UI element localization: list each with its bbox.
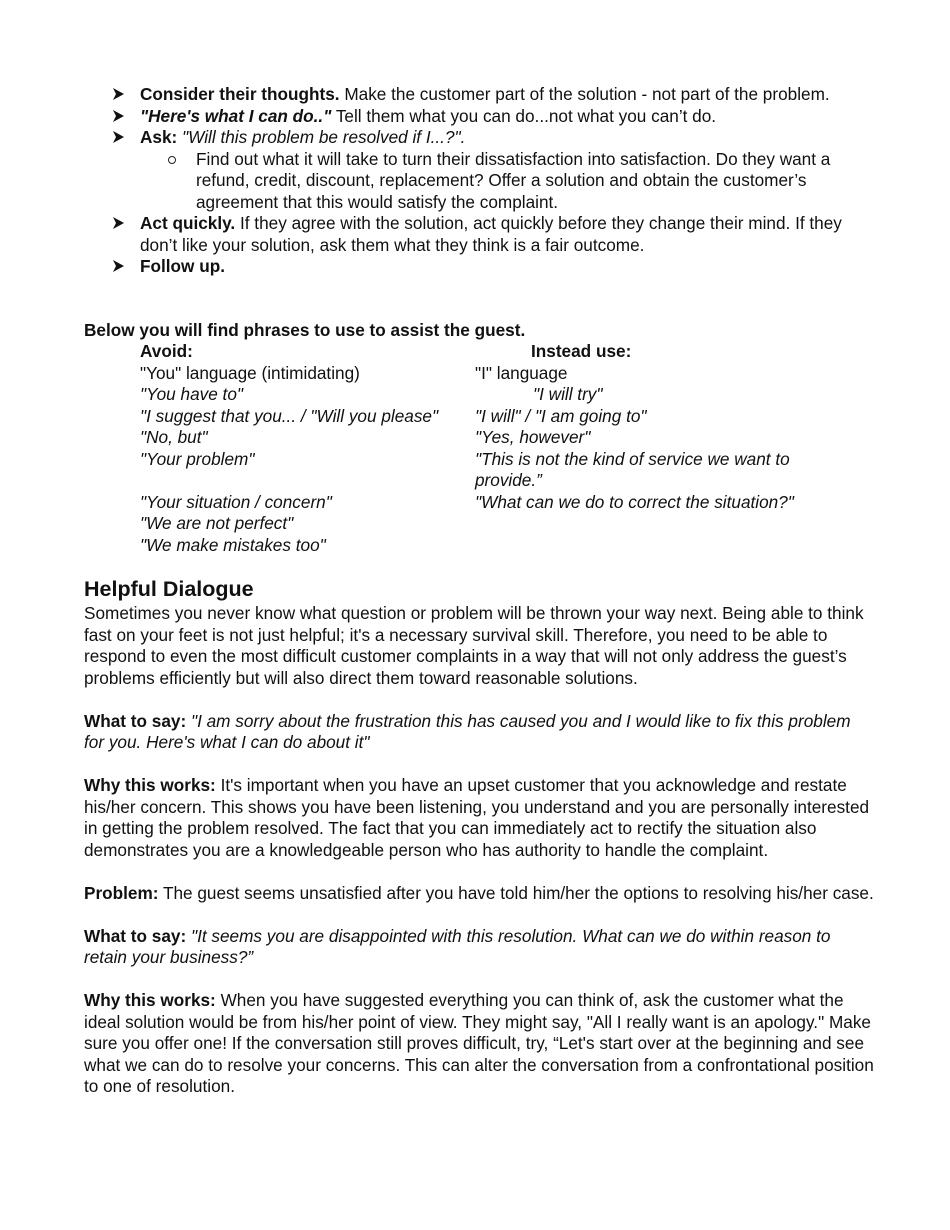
table-row — [140, 513, 860, 535]
avoid-column-header: Avoid: — [140, 341, 193, 361]
avoid-phrase: "You have to" — [140, 384, 243, 404]
what-to-say-paragraph — [84, 711, 874, 754]
bullet-label: Act quickly. — [140, 213, 236, 233]
table-row — [140, 406, 860, 428]
table-row — [140, 449, 860, 492]
bullet-text: "Will this problem be resolved if I...?". — [177, 127, 466, 147]
table-header-row — [140, 341, 860, 363]
arrow-bullet-icon — [112, 128, 126, 146]
paragraph-text: It's important when you have an upset customer that you acknowledge and restate his/her concern. This shows you have been listening, you understand and you are personally interested in getting the problem resolved. The fact that you can immediately act to rectify the situation also demonstrates you are a knowledgeable person who has authority to handle the complaint. — [84, 775, 870, 860]
list-item — [112, 84, 872, 106]
list-item — [112, 127, 872, 149]
paragraph-label: Why this works: — [84, 775, 216, 795]
instead-phrase: "Yes, however" — [475, 427, 591, 447]
bullet-text: If they agree with the solution, act quickly before they change their mind. If they don’t like your solution, ask them what they think is a fair outcome. — [140, 213, 842, 255]
table-row — [140, 535, 860, 557]
table-row — [140, 384, 860, 406]
sub-bullet-text: Find out what it will take to turn their dissatisfaction into satisfaction. Do they want a refund, credit, discount, replacement? Offer a solution and obtain the customer’s agreement that this would satisfy the complaint. — [196, 148, 831, 212]
avoid-phrase: "No, but" — [140, 427, 208, 447]
quote-text: "I am sorry about the frustration this has caused you and I would like to fix this problem for you. Here's what I can do about it" — [84, 710, 851, 752]
arrow-bullet-icon — [112, 85, 126, 103]
list-item — [112, 256, 872, 278]
table-row — [140, 427, 860, 449]
avoid-phrase: "We are not perfect" — [140, 513, 294, 533]
section-title: Helpful Dialogue — [84, 577, 254, 601]
why-this-works-paragraph — [84, 775, 874, 861]
avoid-phrase: "Your situation / concern" — [140, 491, 332, 512]
bullet-label: Consider their thoughts. — [140, 84, 340, 104]
list-item — [112, 213, 872, 256]
paragraph-label: Why this works: — [84, 990, 216, 1010]
paragraph-label: What to say: — [84, 925, 187, 946]
phrases-heading: Below you will find phrases to use to assist the guest. — [84, 320, 526, 340]
avoid-phrase: "I suggest that you... / "Will you please" — [140, 405, 439, 426]
paragraph-text: When you have suggested everything you can think of, ask the customer what the ideal solution would be from his/her point of view. They might say, "All I really want is an apology." Make sure you offer one! If the conversation still proves difficult, try, “Let's start over at the beginning and see what we can do to resolve your concerns. This can alter the conversation from a confrontational position to one of resolution. — [84, 990, 874, 1096]
circle-bullet-icon — [168, 156, 176, 164]
instead-phrase: "This is not the kind of service we want to provide.” — [475, 448, 790, 490]
sub-list-item — [112, 149, 872, 214]
arrow-bullet-icon — [112, 107, 126, 125]
instead-phrase — [475, 535, 860, 557]
instead-column-header: Instead use: — [531, 341, 632, 361]
table-row — [140, 492, 860, 514]
bullet-label: Ask: — [140, 127, 178, 147]
paragraph-label: Problem: — [84, 882, 159, 903]
instead-phrase: "What can we do to correct the situation?" — [475, 491, 794, 512]
instead-phrase: "I will try" — [533, 384, 603, 404]
bullet-text: Tell them what you can do...not what you can’t do. — [331, 105, 717, 126]
paragraph-label: What to say: — [84, 710, 187, 731]
instead-phrase — [475, 513, 860, 535]
list-item — [112, 106, 872, 128]
phrases-table — [140, 341, 860, 556]
instead-phrase: "I will" / "I am going to" — [475, 405, 647, 426]
bullet-label: "Here's what I can do.." — [140, 105, 332, 126]
intro-paragraph: Sometimes you never know what question or problem will be thrown your way next. Being able to think fast on your feet is not just helpful; it's a necessary survival skill. Therefore, you need to be able to respond to even the most difficult customer complaints in a way that will not only address the guest’s problems efficiently but will also direct them toward reasonable solutions. — [84, 603, 864, 688]
avoid-phrase: "We make mistakes too" — [140, 534, 326, 555]
arrow-bullet-icon — [112, 214, 126, 232]
paragraph-text: The guest seems unsatisfied after you have told him/her the options to resolving his/her case. — [158, 882, 874, 903]
dialogue-body — [84, 603, 874, 1119]
avoid-phrase: "Your problem" — [140, 448, 255, 469]
problem-paragraph — [84, 883, 874, 905]
table-row — [140, 363, 860, 385]
bullet-label: Follow up. — [140, 256, 225, 276]
arrow-bullet-icon — [112, 257, 126, 275]
quote-text: "It seems you are disappointed with this resolution. What can we do within reason to retain your business?” — [84, 925, 831, 967]
why-this-works-paragraph — [84, 990, 874, 1098]
tips-list — [112, 84, 872, 278]
what-to-say-paragraph — [84, 926, 874, 969]
avoid-phrase: "You" language (intimidating) — [140, 362, 360, 383]
bullet-text: Make the customer part of the solution - not part of the problem. — [339, 84, 830, 104]
instead-phrase: "I" language — [475, 362, 568, 383]
